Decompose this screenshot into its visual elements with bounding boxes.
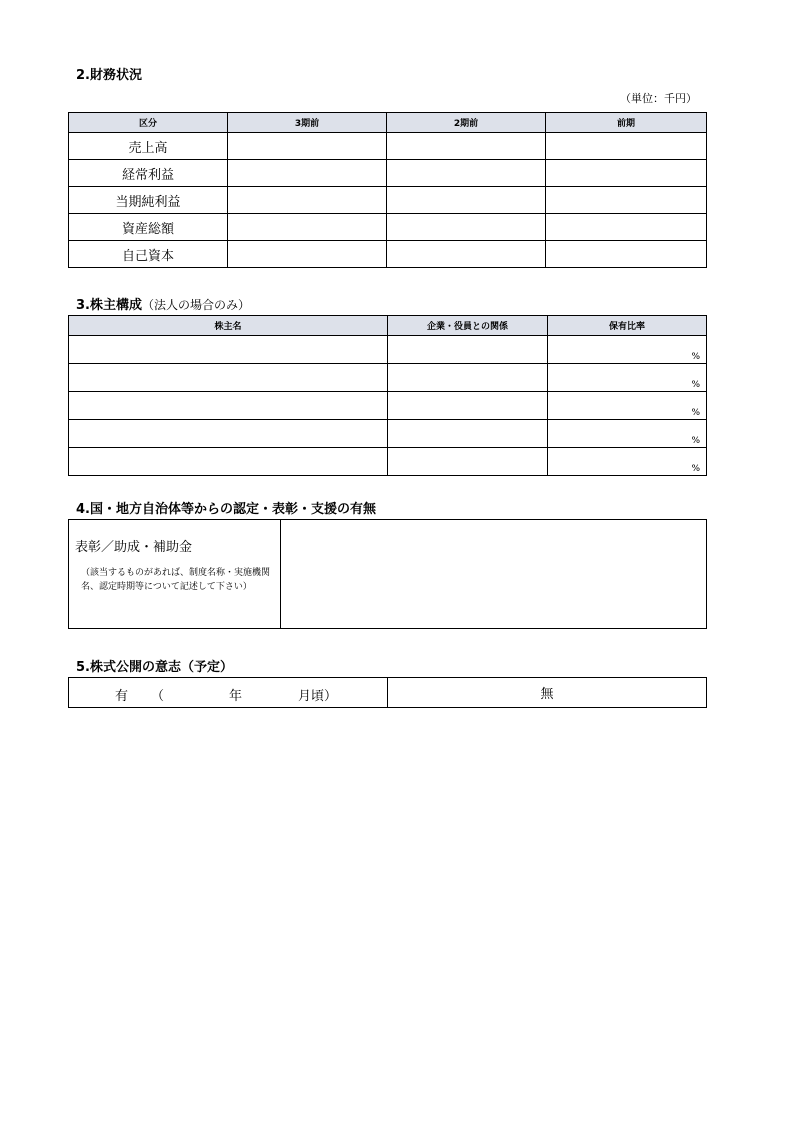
section3-title (76, 294, 250, 313)
shareholder-name-cell[interactable] (69, 364, 388, 392)
input-cell[interactable] (387, 133, 546, 160)
section4-title: 4.国・地方自治体等からの認定・表彰・支援の有無 (76, 502, 376, 517)
recognition-input[interactable] (281, 520, 707, 629)
financial-table (68, 112, 707, 268)
relationship-cell[interactable] (388, 336, 548, 364)
header-ownership-ratio: 保有比率 (548, 316, 707, 336)
input-cell[interactable] (387, 187, 546, 214)
table-row (69, 336, 707, 364)
input-cell[interactable] (546, 133, 707, 160)
table-row (69, 187, 707, 214)
input-cell[interactable] (228, 133, 387, 160)
month-label: 月頃） (298, 689, 338, 704)
input-cell[interactable] (546, 187, 707, 214)
input-cell[interactable] (546, 160, 707, 187)
ipo-table (68, 677, 707, 708)
header-relationship: 企業・役員との関係 (388, 316, 548, 336)
row-label-equity: 自己資本 (69, 241, 228, 268)
shareholder-name-cell[interactable] (69, 336, 388, 364)
header-3-periods-ago: 3期前 (228, 113, 387, 133)
ipo-yes-label: 有 (115, 689, 129, 704)
recognition-label: 表彰／助成・補助金 (75, 540, 193, 555)
open-paren: （ (151, 689, 165, 704)
header-category: 区分 (69, 113, 228, 133)
shareholder-name-cell[interactable] (69, 448, 388, 476)
relationship-cell[interactable] (388, 392, 548, 420)
input-cell[interactable] (546, 241, 707, 268)
table-row (69, 364, 707, 392)
relationship-cell[interactable] (388, 420, 548, 448)
input-cell[interactable] (387, 241, 546, 268)
relationship-cell[interactable] (388, 364, 548, 392)
year-label: 年 (229, 689, 243, 704)
percent-label: % (691, 380, 700, 390)
ownership-cell[interactable] (548, 392, 707, 420)
ownership-cell[interactable] (548, 336, 707, 364)
section2-title: 2.財務状況 (76, 68, 142, 83)
ipo-yes-cell[interactable] (69, 678, 388, 708)
header-previous-period: 前期 (546, 113, 707, 133)
row-label-sales: 売上高 (69, 133, 228, 160)
ipo-no-cell[interactable] (388, 678, 707, 708)
recognition-note: （該当するものがあれば、制度名称・実施機関名、認定時期等について記述して下さい） (81, 568, 271, 592)
input-cell[interactable] (387, 160, 546, 187)
unit-label: （単位：千円） (620, 92, 697, 105)
row-label-net-profit: 当期純利益 (69, 187, 228, 214)
section5-title: 5.株式公開の意志（予定） (76, 660, 233, 675)
row-label-total-assets: 資産総額 (69, 214, 228, 241)
percent-label: % (691, 352, 700, 362)
table-row (69, 420, 707, 448)
row-label-ordinary-profit: 経常利益 (69, 160, 228, 187)
percent-label: % (691, 464, 700, 474)
table-row (69, 448, 707, 476)
section3-title-text: 3.株主構成 (76, 298, 142, 313)
ownership-cell[interactable] (548, 448, 707, 476)
input-cell[interactable] (228, 214, 387, 241)
shareholder-name-cell[interactable] (69, 420, 388, 448)
shareholder-table (68, 315, 707, 476)
input-cell[interactable] (387, 214, 546, 241)
ownership-cell[interactable] (548, 364, 707, 392)
table-row (69, 160, 707, 187)
header-shareholder-name: 株主名 (69, 316, 388, 336)
recognition-label-cell (69, 520, 281, 629)
ipo-no-label: 無 (540, 687, 554, 702)
table-row (69, 392, 707, 420)
input-cell[interactable] (228, 160, 387, 187)
percent-label: % (691, 408, 700, 418)
percent-label: % (691, 436, 700, 446)
table-row (69, 241, 707, 268)
ownership-cell[interactable] (548, 420, 707, 448)
input-cell[interactable] (228, 187, 387, 214)
section3-note: （法人の場合のみ） (141, 298, 250, 312)
shareholder-name-cell[interactable] (69, 392, 388, 420)
header-2-periods-ago: 2期前 (387, 113, 546, 133)
relationship-cell[interactable] (388, 448, 548, 476)
input-cell[interactable] (228, 241, 387, 268)
input-cell[interactable] (546, 214, 707, 241)
table-row (69, 133, 707, 160)
recognition-table (68, 519, 707, 629)
table-row (69, 214, 707, 241)
